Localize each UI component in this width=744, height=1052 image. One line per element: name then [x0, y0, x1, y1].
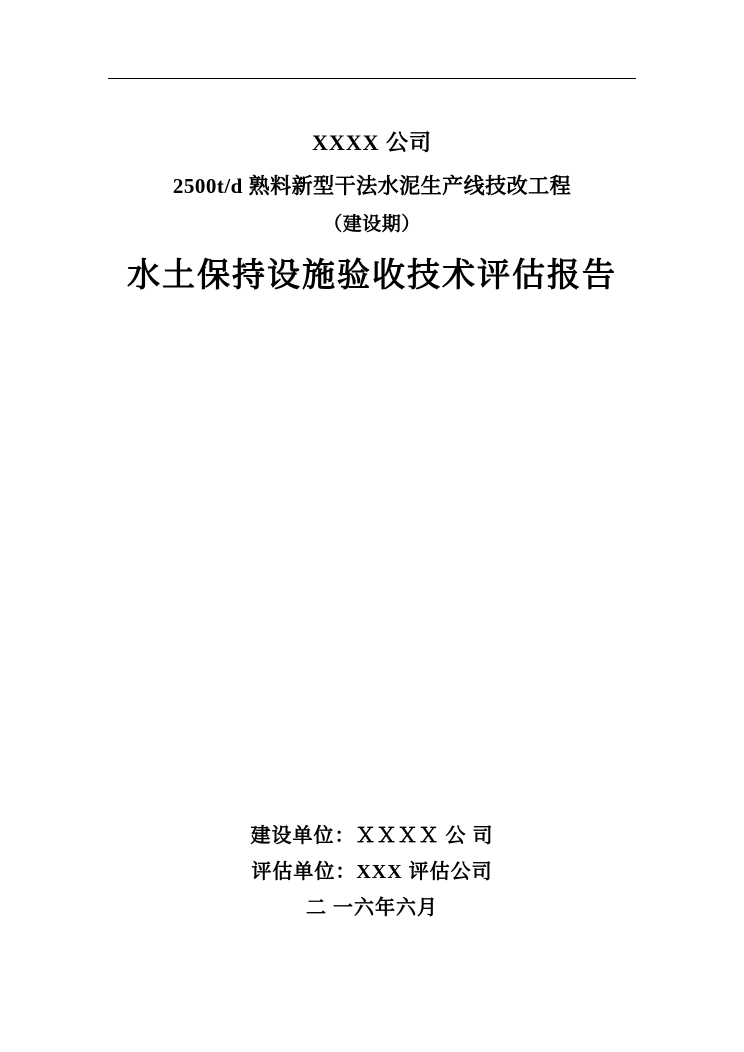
- cover-project-name: 2500t/d 熟料新型干法水泥生产线技改工程: [172, 174, 572, 198]
- cover-date-line: 二 一六年六月: [306, 897, 438, 919]
- cover-footer-block: [0, 818, 744, 926]
- cover-project-phase: （建设期）: [323, 214, 421, 235]
- evaluation-unit-line: 评估单位：XXX 评估公司: [251, 861, 493, 883]
- construction-unit-line: 建设单位：ＸＸＸＸ 公 司: [250, 825, 494, 847]
- header-divider: [108, 78, 636, 79]
- cover-company-name: XXXX 公司: [311, 130, 433, 155]
- cover-main-title: 水土保持设施验收技术评估报告: [127, 258, 617, 294]
- cover-title-block: [0, 126, 744, 300]
